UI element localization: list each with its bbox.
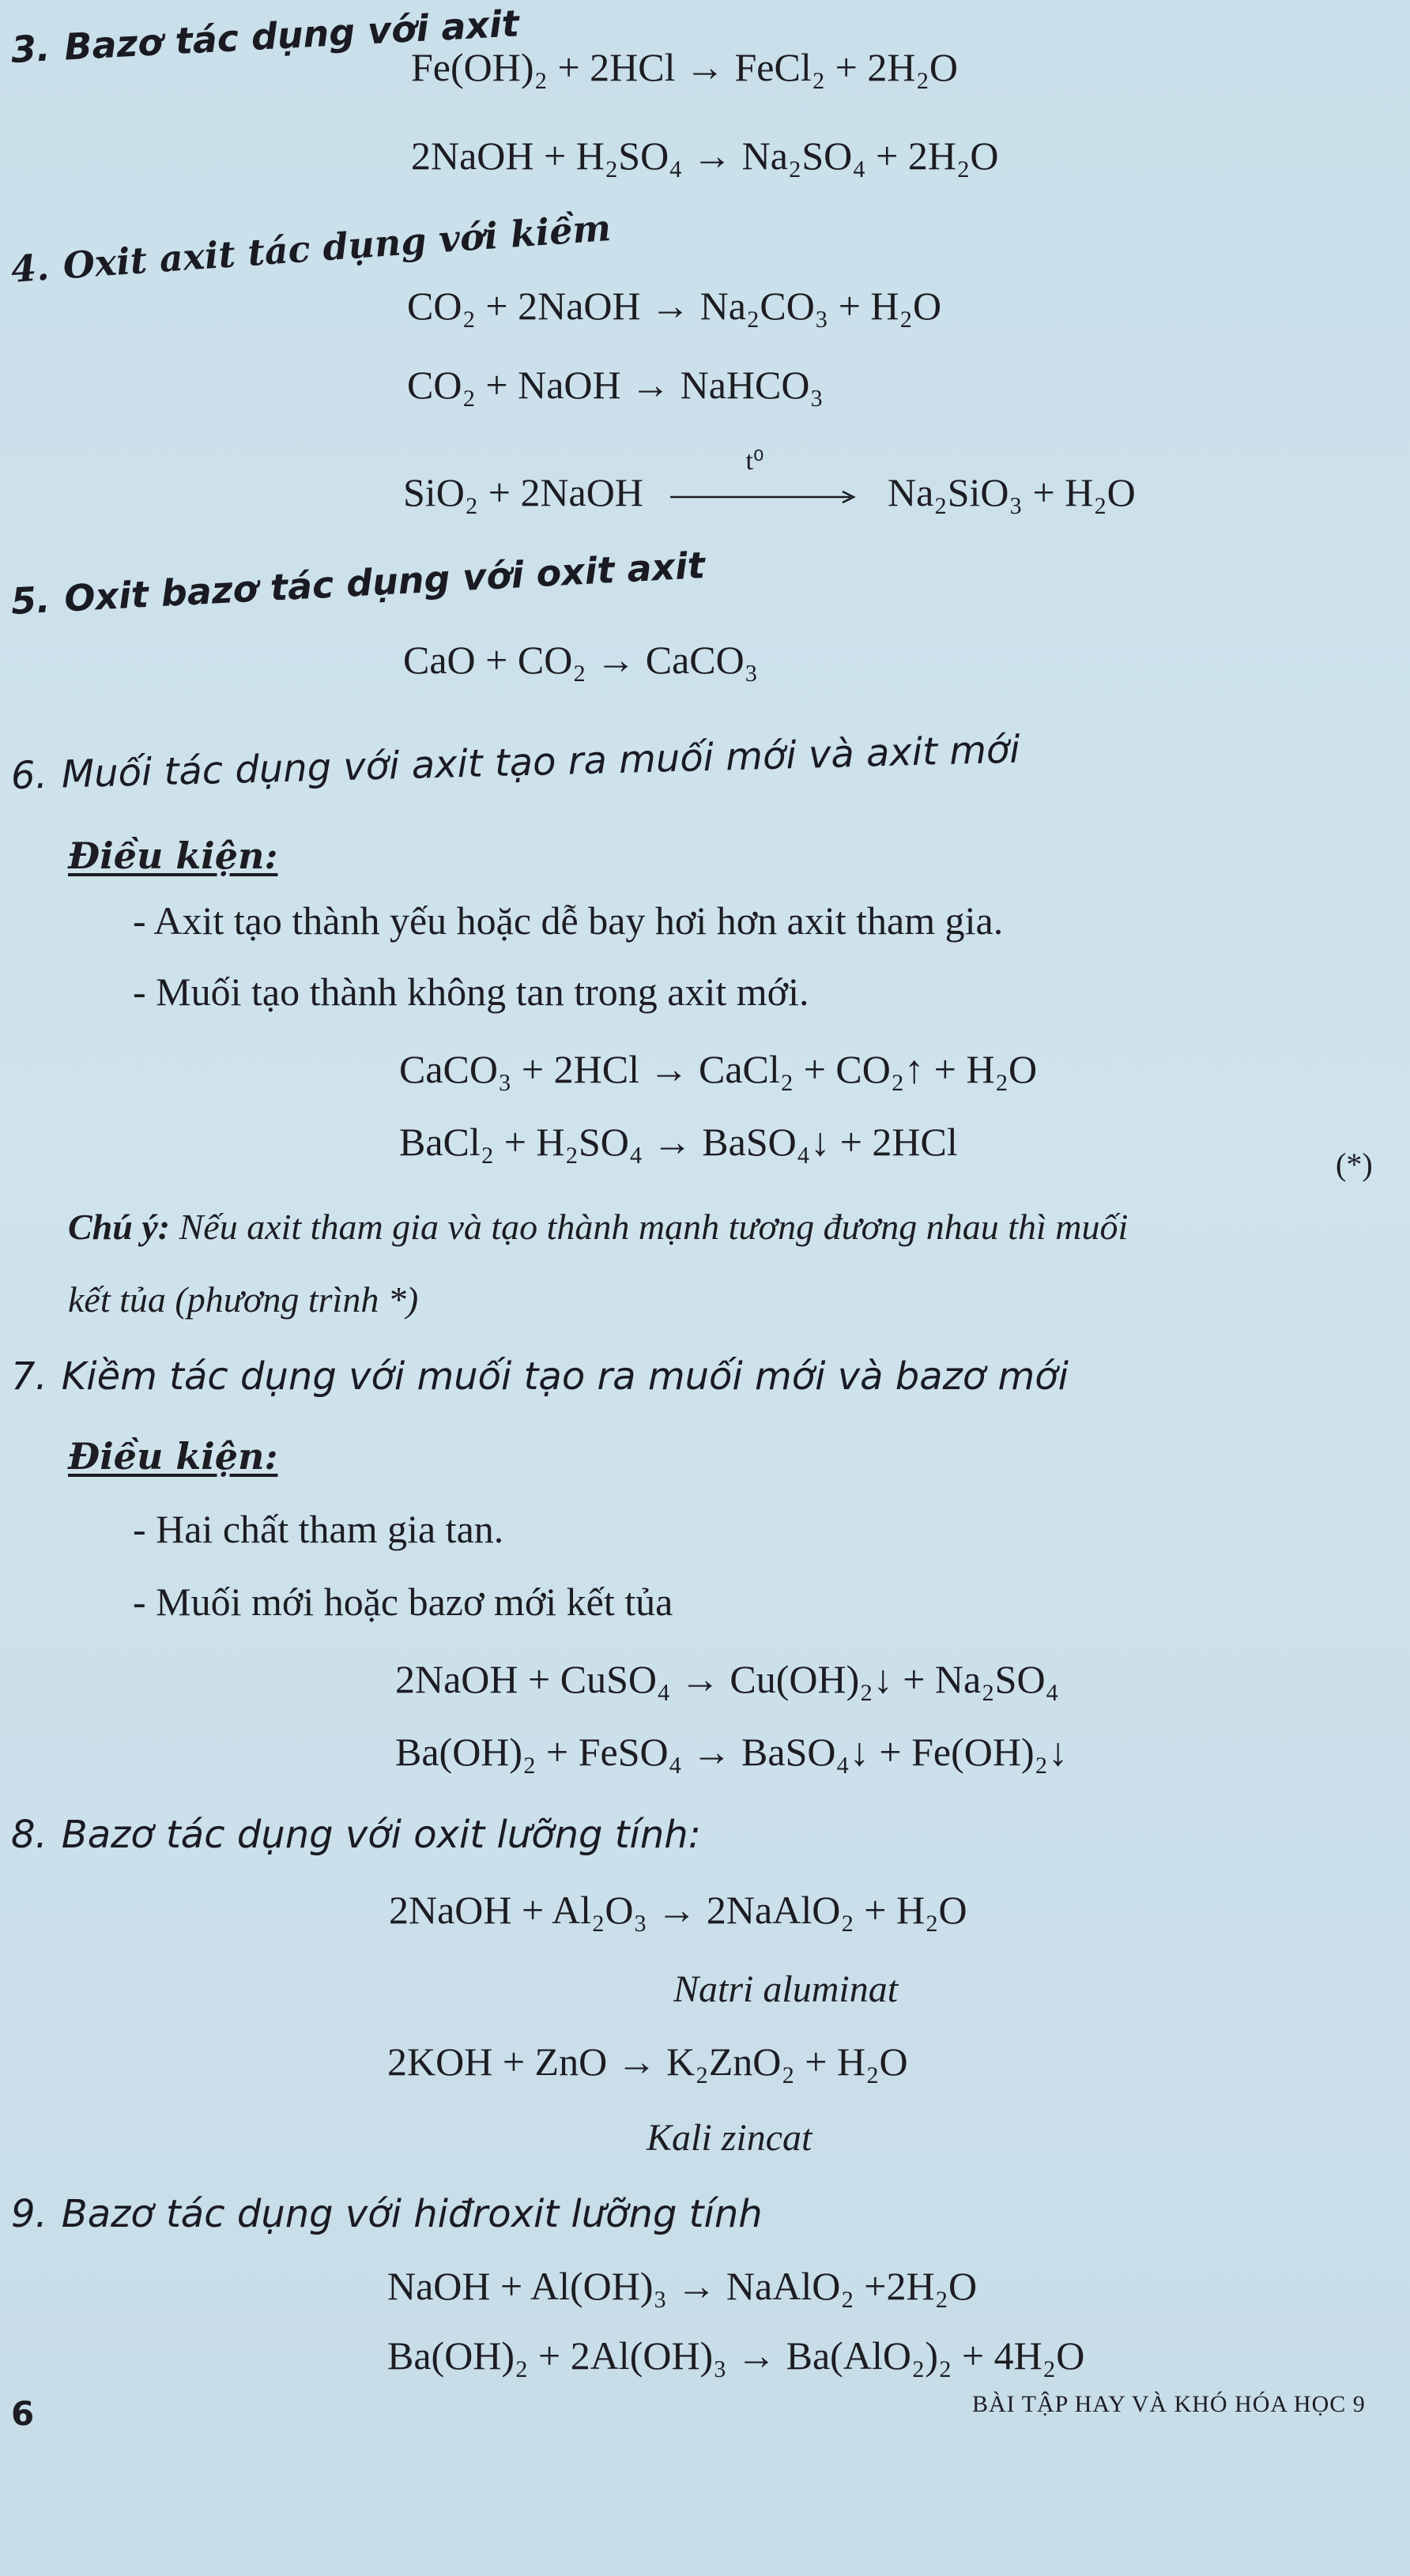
conditions-label: Điều kiện: — [68, 834, 278, 877]
equation-marker: (*) — [1336, 1147, 1373, 1182]
equation: 2NaOH + CuSO₄ → Cu(OH)₂↓ + Na₂SO₄ — [395, 1657, 1059, 1701]
equation: NaOH + Al(OH)₃ → NaAlO₂ +2H₂O — [387, 2264, 978, 2308]
running-footer: BÀI TẬP HAY VÀ KHÓ HÓA HỌC 9 — [972, 2391, 1366, 2417]
equation: 2KOH + ZnO → K₂ZnO₂ + H₂O — [387, 2039, 908, 2084]
equation: Ba(OH)₂ + FeSO₄ → BaSO₄↓ + Fe(OH)₂↓ — [395, 1730, 1069, 1774]
section-7-heading: 7. Kiềm tác dụng với muối tạo ra muối mới và bazơ mới — [11, 1354, 1069, 1399]
section-5-heading: 5. Oxit bazơ tác dụng với oxit axit — [9, 544, 707, 623]
equation: CO₂ + 2NaOH → Na₂CO₃ + H₂O — [407, 284, 942, 328]
page-number: 6 — [11, 2394, 35, 2433]
condition-item: - Muối mới hoặc bazơ mới kết tủa — [133, 1580, 673, 1624]
equation: CaCO₃ + 2HCl → CaCl₂ + CO₂↑ + H₂O — [399, 1047, 1038, 1091]
section-3-heading: 3. Bazơ tác dụng với axit — [9, 2, 521, 71]
note: Chú ý: Nếu axit tham gia và tạo thành mạnh tương đương nhau thì muối — [68, 1207, 1129, 1247]
product-name: Natri aluminat — [673, 1968, 899, 2010]
product-name: Kali zincat — [647, 2117, 812, 2159]
arrow-with-condition: t⁰ — [670, 489, 860, 505]
conditions-label: Điều kiện: — [68, 1435, 278, 1478]
section-4-heading: 4. Oxit axit tác dụng với kiềm — [9, 205, 613, 291]
equation: CaO + CO₂ → CaCO₃ — [403, 638, 759, 682]
note-continued: kết tủa (phương trình *) — [68, 1279, 419, 1320]
section-8-heading: 8. Bazơ tác dụng với oxit lưỡng tính: — [11, 1813, 701, 1857]
equation: Fe(OH)₂ + 2HCl → FeCl₂ + 2H₂O — [411, 45, 959, 89]
section-6-heading: 6. Muối tác dụng với axit tạo ra muối mới và axit mới — [10, 727, 1021, 798]
equation: CO₂ + NaOH → NaHCO₃ — [407, 363, 824, 407]
equation: SiO₂ + 2NaOH t⁰ Na₂SiO₃ + H₂O — [403, 446, 1136, 514]
equation: BaCl₂ + H₂SO₄ → BaSO₄↓ + 2HCl — [399, 1120, 958, 1164]
equation: 2NaOH + Al₂O₃ → 2NaAlO₂ + H₂O — [389, 1888, 967, 1932]
condition-item: - Axit tạo thành yếu hoặc dễ bay hơi hơn axit tham gia. — [133, 898, 1004, 943]
section-9-heading: 9. Bazơ tác dụng với hiđroxit lưỡng tính — [11, 2192, 763, 2236]
condition-item: - Muối tạo thành không tan trong axit mới. — [133, 970, 809, 1014]
condition-item: - Hai chất tham gia tan. — [133, 1507, 504, 1551]
equation: Ba(OH)₂ + 2Al(OH)₃ → Ba(AlO₂)₂ + 4H₂O — [387, 2333, 1085, 2378]
equation: 2NaOH + H₂SO₄ → Na₂SO₄ + 2H₂O — [411, 134, 999, 178]
